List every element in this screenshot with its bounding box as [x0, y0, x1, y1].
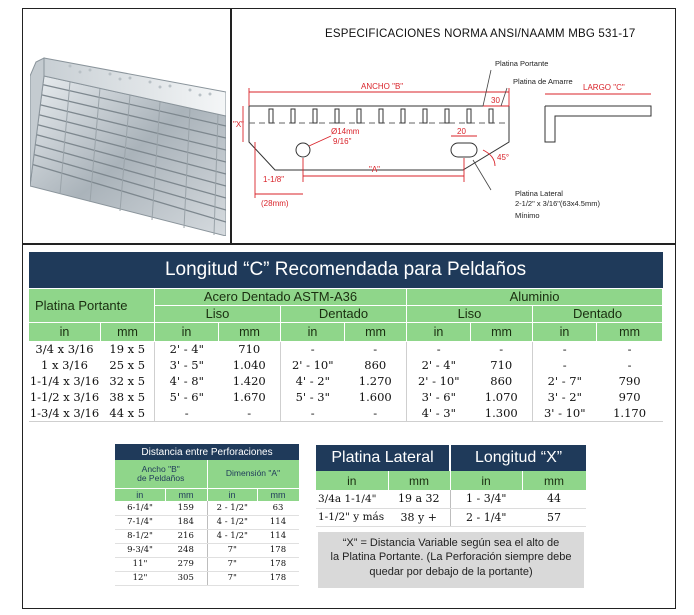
cell: 2 - 1/2": [207, 501, 257, 515]
perf-unit-in: in: [207, 488, 257, 501]
table-row: [316, 508, 586, 526]
label-30: 30: [491, 96, 500, 105]
cell: -: [345, 341, 407, 357]
cell: 25 x 5: [101, 357, 155, 373]
lat-unit-mm: mm: [522, 471, 586, 490]
cell: 1 - 3/4": [450, 490, 522, 508]
cell: 159: [165, 501, 207, 515]
cell: 1 x 3/16: [29, 357, 101, 373]
cell: 44: [522, 490, 586, 508]
perf-header-dimension: Dimensión "A": [207, 460, 299, 488]
divider-vertical: [230, 8, 232, 244]
cell: 7": [207, 557, 257, 571]
grating-step-photo: [30, 46, 226, 236]
spec-title: ESPECIFICACIONES NORMA ANSI/NAAMM MBG 531-17: [325, 28, 636, 40]
unit-mm: mm: [345, 322, 407, 341]
lateral-title: Platina Lateral: [316, 445, 450, 471]
cell: 19 x 5: [101, 341, 155, 357]
cell: 216: [165, 529, 207, 543]
table-row: [115, 571, 299, 585]
longitud-c-table: [28, 252, 663, 422]
cell: 710: [471, 357, 533, 373]
unit-in: in: [533, 322, 597, 341]
cell: 1.270: [345, 373, 407, 389]
cell: 5' - 3": [281, 389, 345, 405]
cell: 2' - 10": [407, 373, 471, 389]
header-acero-dentado: Dentado: [281, 305, 407, 322]
unit-in: in: [281, 322, 345, 341]
cell: 860: [345, 357, 407, 373]
cell: 2' - 10": [281, 357, 345, 373]
label-28mm: (28mm): [261, 199, 289, 208]
unit-in: in: [407, 322, 471, 341]
technical-drawing: [233, 10, 673, 242]
cell: 4 - 1/2": [207, 529, 257, 543]
cell: 7": [207, 543, 257, 557]
table-row: [29, 373, 663, 389]
cell: -: [345, 405, 407, 421]
cell: 1-1/2 x 3/16: [29, 390, 100, 404]
table-row: [115, 557, 299, 571]
cell: -: [281, 405, 345, 421]
table-row: [29, 405, 663, 421]
note-line: la Platina Portante. (La Perforación siempre debe: [330, 551, 572, 564]
cell: 19 a 32: [388, 490, 450, 508]
cell: 279: [165, 557, 207, 571]
cell: 178: [257, 571, 299, 585]
unit-mm: mm: [219, 322, 281, 341]
table-row: [29, 357, 663, 373]
cell: 710: [219, 341, 281, 357]
note-line: “X” = Distancia Variable según sea el alto de: [342, 537, 560, 549]
label-lateral-2: 2-1/2" x 3/16"(63x4.5mm): [515, 199, 600, 208]
cell: 1.600: [345, 389, 407, 405]
unit-mm: mm: [597, 322, 663, 341]
cell: 305: [165, 571, 207, 585]
lateral-note: [318, 532, 584, 588]
cell: 1-3/4 x 3/16: [29, 405, 100, 420]
label-a: "A": [369, 165, 381, 174]
divider-horizontal: [22, 243, 676, 245]
cell: 38 y +: [388, 508, 450, 526]
label-platina-amarre: Platina de Amarre: [513, 77, 573, 86]
cell: 8-1/2": [115, 529, 165, 543]
cell: 4' - 2": [281, 373, 345, 389]
unit-in: in: [155, 322, 219, 341]
platina-lateral-table: [316, 445, 587, 527]
table-row: [115, 515, 299, 529]
cell: -: [597, 341, 663, 357]
cell: 184: [165, 515, 207, 529]
cell: 7": [207, 571, 257, 585]
cell: 178: [257, 557, 299, 571]
header-alum-liso: Liso: [407, 305, 533, 322]
cell: -: [471, 341, 533, 357]
cell: 3' - 6": [407, 389, 471, 405]
note-line: quedar por debajo de la portante): [369, 565, 533, 578]
lat-unit-in: in: [316, 471, 388, 490]
cell: 9-3/4": [115, 543, 165, 557]
label-20: 20: [457, 127, 466, 136]
table-row: [316, 490, 586, 508]
cell: 7-1/4": [115, 515, 165, 529]
cell: 3/4a 1-1/4": [316, 490, 388, 508]
cell: -: [281, 341, 345, 357]
cell: 44 x 5: [101, 405, 155, 421]
cell: 860: [471, 373, 533, 389]
perf-title: Distancia entre Perforaciones: [115, 444, 299, 460]
unit-mm: mm: [101, 322, 155, 341]
cell: 114: [257, 515, 299, 529]
perf-unit-in: in: [115, 488, 165, 501]
header-alum-dentado: Dentado: [533, 305, 663, 322]
label-platina-portante: Platina Portante: [495, 59, 549, 68]
cell: 1.170: [597, 405, 663, 421]
label-lateral-3: Mínimo: [515, 211, 540, 220]
perf-unit-mm: mm: [257, 488, 299, 501]
cell: 2' - 4": [155, 341, 219, 357]
label-x: "X": [233, 120, 245, 129]
cell: 114: [257, 529, 299, 543]
cell: 4 - 1/2": [207, 515, 257, 529]
lat-unit-in: in: [450, 471, 522, 490]
cell: 11": [115, 557, 165, 571]
cell: 3' - 10": [533, 405, 597, 421]
cell: -: [533, 341, 597, 357]
cell: 248: [165, 543, 207, 557]
table-row: [29, 341, 663, 357]
longitud-x-title: Longitud “X”: [450, 445, 586, 471]
table-row: [115, 501, 299, 515]
unit-in: in: [29, 322, 101, 341]
perf-header-ancho-line1: Ancho "B": [141, 463, 180, 474]
label-diam-in: 9/16": [333, 137, 352, 146]
label-118: 1-1/8": [263, 175, 285, 184]
cell: -: [533, 357, 597, 373]
cell: -: [219, 405, 281, 421]
table-row: [115, 543, 299, 557]
cell: 12": [115, 571, 165, 585]
table-row: [29, 389, 663, 405]
perf-header-ancho-line2: de Peldaños: [137, 472, 185, 483]
cell: 38 x 5: [101, 389, 155, 405]
cell: 1-1/4 x 3/16: [29, 374, 100, 388]
cell: 1.300: [471, 405, 533, 421]
cell: 57: [522, 508, 586, 526]
header-acero: Acero Dentado ASTM-A36: [155, 288, 407, 305]
table-row: [115, 529, 299, 543]
label-ancho-b: ANCHO "B": [361, 82, 404, 91]
cell: 2 - 1/4": [450, 508, 522, 526]
cell: -: [407, 341, 471, 357]
cell: 970: [597, 389, 663, 405]
cell: 32 x 5: [101, 373, 155, 389]
cell: 3' - 2": [533, 389, 597, 405]
unit-mm: mm: [471, 322, 533, 341]
header-acero-liso: Liso: [155, 305, 281, 322]
cell: -: [155, 405, 219, 421]
cell: 6-1/4": [115, 501, 165, 515]
cell: 1.670: [219, 389, 281, 405]
perf-header-ancho: [115, 460, 207, 488]
cell: 63: [257, 501, 299, 515]
main-table-title: Longitud “C” Recomendada para Peldaños: [29, 252, 663, 288]
cell: 5' - 6": [155, 389, 219, 405]
cell: -: [597, 357, 663, 373]
cell: 1-1/2" y más: [316, 508, 388, 526]
cell: 4' - 8": [155, 373, 219, 389]
header-platina-portante: Platina Portante: [29, 288, 155, 322]
cell: 1.070: [471, 389, 533, 405]
perforaciones-table: [115, 444, 300, 586]
label-lateral-1: Platina Lateral: [515, 189, 563, 198]
cell: 178: [257, 543, 299, 557]
label-largo-c: LARGO "C": [583, 83, 625, 92]
cell: 3/4 x 3/16: [29, 341, 101, 357]
cell: 790: [597, 373, 663, 389]
lat-unit-mm: mm: [388, 471, 450, 490]
cell: 2' - 4": [407, 357, 471, 373]
cell: 1.420: [219, 373, 281, 389]
cell: 1.040: [219, 357, 281, 373]
label-45: 45°: [497, 153, 510, 162]
cell: 2' - 7": [533, 373, 597, 389]
cell: 3' - 5": [155, 357, 219, 373]
header-aluminio: Aluminio: [407, 288, 663, 305]
cell: 4' - 3": [407, 405, 471, 421]
label-diam-mm: Ø14mm: [331, 127, 360, 136]
perf-unit-mm: mm: [165, 488, 207, 501]
